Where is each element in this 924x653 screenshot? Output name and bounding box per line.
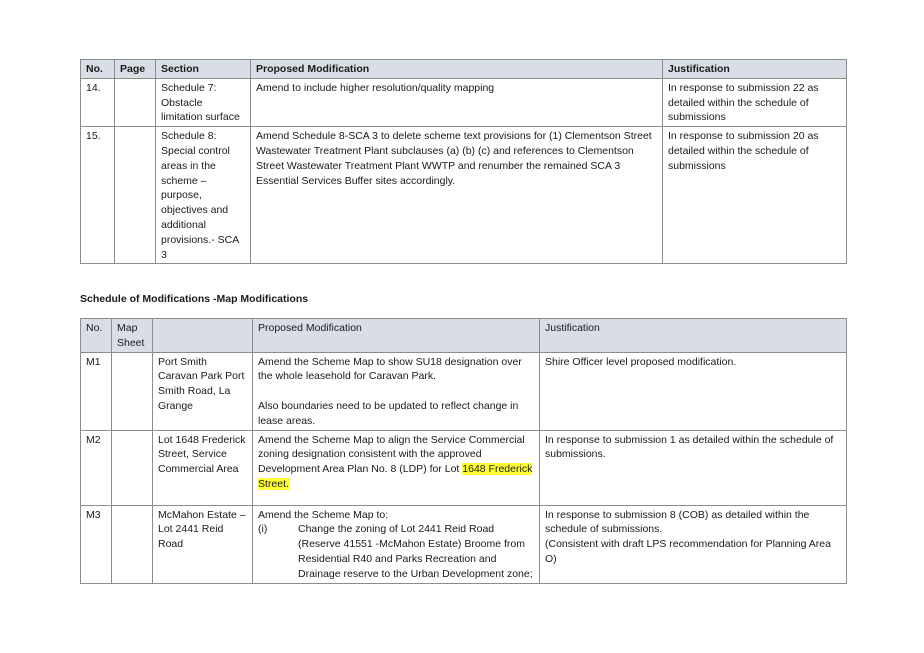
header-proposed-modification: Proposed Modification (253, 319, 540, 353)
row-justification: In response to submission 1 as detailed within the schedule of submissions. (540, 430, 847, 505)
header-no: No. (81, 60, 115, 79)
table-header-row (81, 319, 847, 353)
row-modification (253, 505, 540, 583)
row-number: M3 (81, 505, 112, 583)
row-justification: In response to submission 22 as detailed within the schedule of submissions (663, 78, 847, 126)
row-number: 14. (81, 78, 115, 126)
row-location: Port Smith Caravan Park Port Smith Road, La Grange (153, 352, 253, 430)
row-justification (540, 505, 847, 583)
row-map-sheet (112, 352, 153, 430)
justification-paragraph: (Consistent with draft LPS recommendation for Planning Area O) (545, 538, 831, 565)
header-justification: Justification (540, 319, 847, 353)
row-map-sheet (112, 505, 153, 583)
row-modification: Amend to include higher resolution/quality mapping (251, 78, 663, 126)
list-item-text: Change the zoning of Lot 2441 Reid Road (Reserve 41551 -McMahon Estate) Broome from Residential R40 and Parks Recreation and Drainage reserve to the Urban Development zone; (298, 523, 533, 580)
header-proposed-modification: Proposed Modification (251, 60, 663, 79)
row-number: M2 (81, 430, 112, 505)
highlighted-lot-reference: 1648 Frederick Street. (258, 463, 533, 490)
row-location: McMahon Estate – Lot 2441 Reid Road (153, 505, 253, 583)
table-row (81, 78, 847, 126)
table-row (81, 127, 847, 264)
modification-paragraph: Also boundaries need to be updated to reflect change in lease areas. (258, 399, 519, 427)
row-modification (253, 352, 540, 430)
row-location: Lot 1648 Frederick Street, Service Commercial Area (153, 430, 253, 505)
list-item-number: (i) (258, 523, 268, 536)
row-justification: Shire Officer level proposed modification. (540, 352, 847, 430)
header-section: Section (156, 60, 251, 79)
map-modifications-table (80, 318, 847, 584)
modification-intro: Amend the Scheme Map to: (258, 508, 389, 521)
modification-text: Amend the Scheme Map to align the Service Commercial zoning designation consistent with the approved Development Area Plan No. 8 (LDP) for Lot (258, 433, 525, 476)
row-modification (253, 430, 540, 505)
header-location (153, 319, 253, 353)
row-number: M1 (81, 352, 112, 430)
table-row (81, 352, 847, 430)
numbered-list-item (258, 522, 534, 581)
row-justification: In response to submission 20 as detailed within the schedule of submissions (663, 127, 847, 264)
modification-paragraph: Amend the Scheme Map to show SU18 designation over the whole leasehold for Caravan Park. (258, 355, 522, 383)
header-justification: Justification (663, 60, 847, 79)
row-page (115, 127, 156, 264)
justification-paragraph: In response to submission 8 (COB) as detailed within the schedule of submissions. (545, 508, 810, 536)
table-row (81, 430, 847, 505)
header-page: Page (115, 60, 156, 79)
row-section: Schedule 7: Obstacle limitation surface (156, 78, 251, 126)
row-modification: Amend Schedule 8-SCA 3 to delete scheme text provisions for (1) Clementson Street Wastewater Treatment Plant subclauses (a) (b) (c) and references to Clementson Street Wastewater Treatment Plant WWTP and renumber the remained SCA 3 Essential Services Buffer sites accordingly. (251, 127, 663, 264)
header-map-sheet: Map Sheet (112, 319, 153, 353)
row-page (115, 78, 156, 126)
row-number: 15. (81, 127, 115, 264)
map-modifications-heading: Schedule of Modifications -Map Modifications (80, 293, 309, 305)
row-map-sheet (112, 430, 153, 505)
header-no: No. (81, 319, 112, 353)
text-modifications-table (80, 59, 847, 264)
row-section: Schedule 8: Special control areas in the scheme – purpose, objectives and additional provisions.- SCA 3 (156, 127, 251, 264)
table-header-row (81, 60, 847, 79)
table-row (81, 505, 847, 583)
